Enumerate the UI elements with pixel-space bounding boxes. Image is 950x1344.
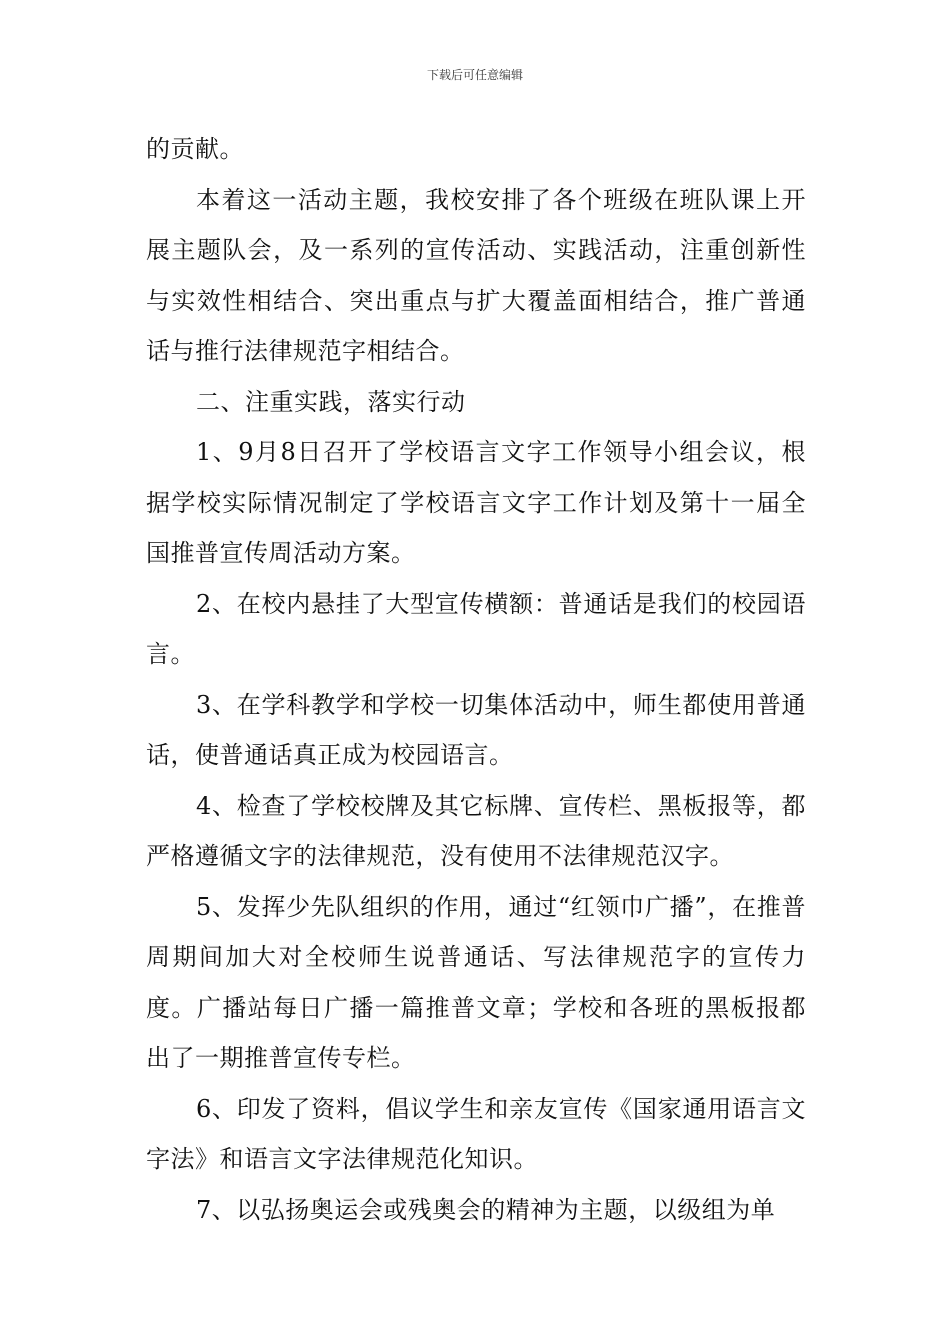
paragraph-1: 本着这一活动主题，我校安排了各个班级在班队课上开展主题队会，及一系列的宣传活动、实践活动，注重创新性与实效性相结合、突出重点与扩大覆盖面相结合，推广普通话与推行法律规范字相结合。 [146, 185, 806, 365]
paragraph-0: 的贡献。 [146, 135, 244, 163]
document-body [146, 124, 806, 1235]
list-item-6: 6、印发了资料，倡议学生和亲友宣传《国家通用语言文字法》和语言文字法律规范化知识。 [146, 1094, 806, 1173]
page-header-note: 下载后可任意编辑 [426, 68, 523, 82]
list-item-5: 5、发挥少先队组织的作用，通过“红领巾广播”，在推普周期间加大对全校师生说普通话、写法律规范字的宣传力度。广播站每日广播一篇推普文章；学校和各班的黑板报都出了一期推普宣传专栏。 [146, 892, 806, 1072]
list-item-4: 4、检查了学校校牌及其它标牌、宣传栏、黑板报等，都严格遵循文字的法律规范，没有使用不法律规范汉字。 [146, 791, 806, 870]
section-heading: 二、注重实践，落实行动 [196, 387, 466, 416]
list-item-3: 3、在学科教学和学校一切集体活动中，师生都使用普通话，使普通话真正成为校园语言。 [146, 690, 806, 769]
list-item-7: 7、以弘扬奥运会或残奥会的精神为主题，以级组为单 [196, 1195, 776, 1224]
list-item-1: 1、9月8日召开了学校语言文字工作领导小组会议，根据学校实际情况制定了学校语言文字工作计划及第十一届全国推普宣传周活动方案。 [146, 438, 806, 567]
list-item-2: 2、在校内悬挂了大型宣传横额：普通话是我们的校园语言。 [146, 589, 806, 668]
